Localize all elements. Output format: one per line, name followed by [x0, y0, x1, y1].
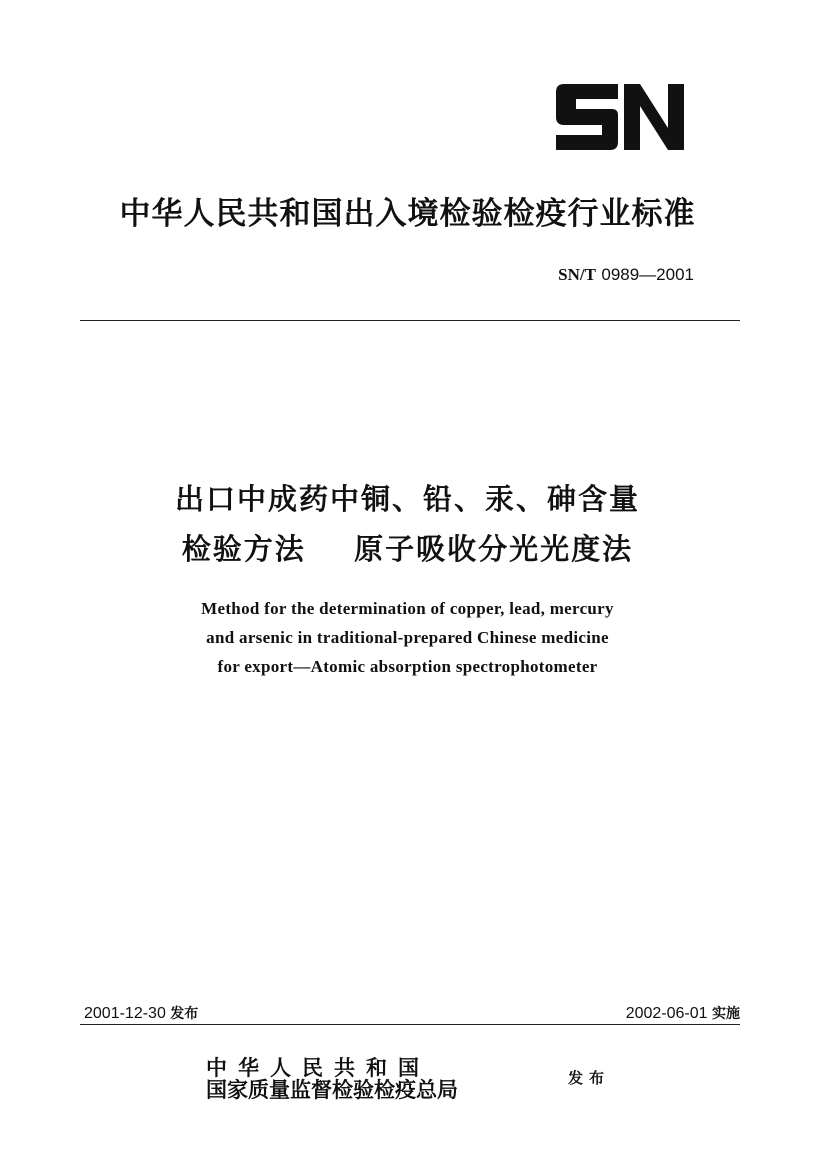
title-en-line-3: for export—Atomic absorption spectrophotometer: [217, 657, 598, 676]
top-divider: [80, 320, 740, 321]
issue-date-value: 2001-12-30: [84, 1005, 166, 1022]
issue-date: [84, 1003, 198, 1023]
standard-number: [558, 265, 694, 285]
authority-title: 中华人民共和国出入境检验检疫行业标准: [119, 196, 696, 232]
sn-logo-letter-n: [624, 84, 684, 150]
publisher-line-1: 中华人民共和国: [206, 1055, 430, 1080]
issue-date-label: 发布: [170, 1006, 199, 1022]
standard-year-number: 0989—2001: [601, 265, 694, 284]
implementation-date: [626, 1003, 740, 1023]
standard-code: SN/T: [558, 265, 596, 284]
title-zh-line-2: 检验方法 原子吸收分光光度法: [181, 532, 634, 566]
title-en-line-2: and arsenic in traditional-prepared Chinese medicine: [206, 628, 609, 647]
sn-logo: [556, 84, 686, 150]
publisher-line-2: 国家质量监督检验检疫总局: [206, 1077, 458, 1102]
implementation-date-label: 实施: [712, 1006, 740, 1022]
title-en-line-1: Method for the determination of copper, lead, mercury: [201, 599, 614, 618]
bottom-divider: [80, 1024, 740, 1025]
implementation-date-value: 2002-06-01: [625, 1005, 708, 1022]
publish-label: 发布: [568, 1069, 611, 1087]
title-zh-line-1: 出口中成药中铜、铅、汞、砷含量: [174, 482, 640, 516]
sn-logo-letter-s: [556, 84, 618, 150]
